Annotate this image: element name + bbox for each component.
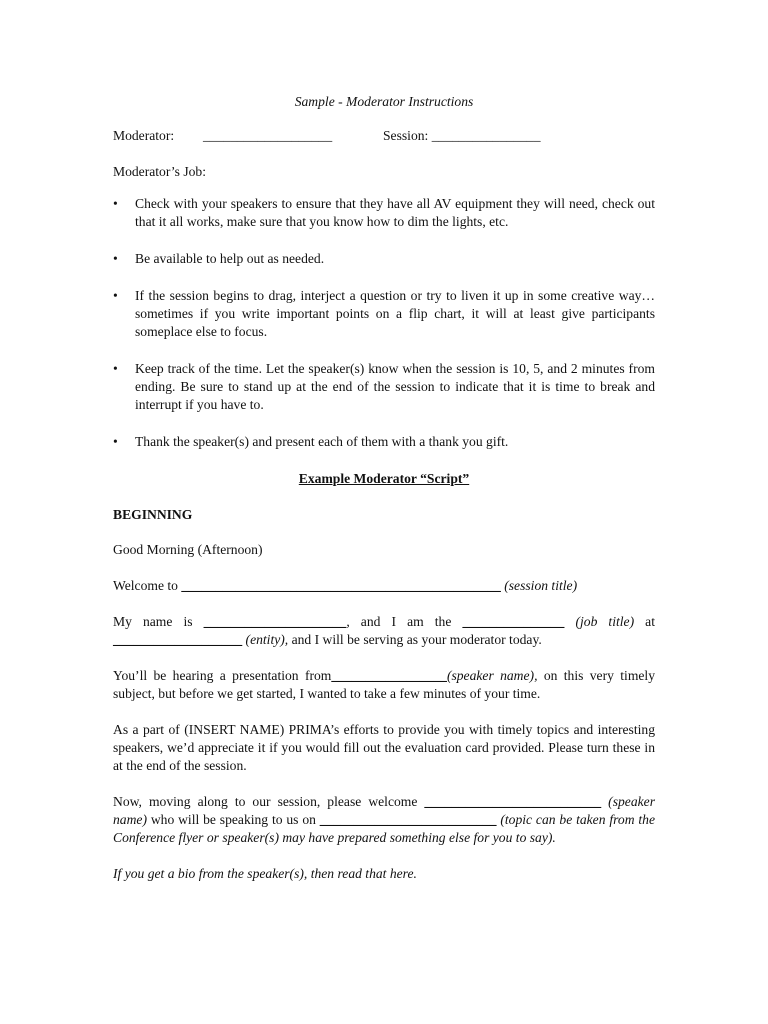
document-body [113, 93, 655, 901]
bullet-icon: • [113, 251, 118, 266]
presentation-text-1: You’ll be hearing a presentation from [113, 668, 332, 683]
speaker-blank: __________________________ [424, 794, 602, 809]
job-title-blank: _______________ [462, 614, 565, 629]
script-heading: Example Moderator “Script” [298, 471, 470, 486]
name-line [113, 613, 655, 649]
bio-note: If you get a bio from the speaker(s), then read that here. [113, 866, 417, 881]
name-blank: _____________________ [203, 614, 347, 629]
topic-blank: __________________________ [319, 812, 497, 827]
session-para-text-2: who will be speaking to us on [146, 812, 320, 827]
speaker-name-blank: _________________ [331, 668, 447, 683]
list-item-text: Keep track of the time. Let the speaker(s) know when the session is 10, 5, and 2 minutes from ending. Be sure to stand up at the end of the session to indicate that it is time to break and interrupt if you have to. [135, 361, 655, 412]
list-item [113, 250, 655, 268]
page-title: Sample - Moderator Instructions [294, 94, 474, 109]
name-line-text-3: at [634, 614, 655, 629]
session-label: Session: [383, 128, 429, 143]
prima-paragraph: As a part of (INSERT NAME) PRIMA’s efforts to provide you with timely topics and interesting speakers, we’d appreciate it if you would fill out the evaluation card provided. Please turn these in at the end of the session. [113, 722, 655, 773]
list-item [113, 433, 655, 451]
presentation-paragraph [113, 667, 655, 703]
bullet-icon: • [113, 196, 118, 211]
name-line-text-1: My name is [113, 614, 204, 629]
list-item [113, 287, 655, 341]
session-paragraph [113, 793, 655, 847]
list-item-text: If the session begins to drag, interject a question or try to liven it up in some creative way…sometimes if you write important points on a flip chart, it will at least give participants someplace else to focus. [135, 288, 655, 339]
moderator-label: Moderator: [113, 128, 175, 143]
session-para-text-1: Now, moving along to our session, please welcome [113, 794, 425, 809]
list-item-text: Be available to help out as needed. [135, 251, 325, 266]
job-heading: Moderator’s Job: [113, 164, 207, 179]
speaker-hint: (speaker name) [113, 794, 655, 827]
bullet-icon: • [113, 361, 118, 376]
entity-hint: (entity), [245, 632, 289, 647]
session-blank: ________________ [431, 128, 541, 143]
list-item-text: Check with your speakers to ensure that they have all AV equipment they will need, check out that it all works, make sure that you know how to dim the lights, etc. [135, 196, 655, 229]
entity-blank: ___________________ [113, 632, 243, 647]
session-title-hint: (session title) [504, 578, 578, 593]
welcome-text: Welcome to [113, 578, 182, 593]
bullet-icon: • [113, 288, 118, 303]
presentation-text-2: on this very timely subject, but before we get started, I wanted to take a few minutes of your time. [113, 668, 656, 701]
greeting-line: Good Morning (Afternoon) [113, 542, 263, 557]
bullet-list [113, 195, 655, 451]
speaker-name-hint: (speaker name), [446, 668, 538, 683]
welcome-line [113, 577, 655, 595]
header-fields [113, 127, 655, 145]
bullet-icon: • [113, 434, 118, 449]
moderator-blank: ___________________ [203, 128, 333, 143]
name-line-text-4: and I will be serving as your moderator today. [288, 632, 542, 647]
session-title-blank: _______________________________________________ [181, 578, 501, 593]
list-item [113, 360, 655, 414]
session-field [383, 127, 540, 145]
list-item [113, 195, 655, 231]
section-heading-beginning: BEGINNING [113, 507, 193, 522]
name-line-text-2: , and I am the [346, 614, 463, 629]
topic-hint: (topic can be taken from the Conference flyer or speaker(s) may have prepared something else for you to say). [113, 812, 656, 845]
job-title-hint: (job title) [575, 614, 635, 629]
list-item-text: Thank the speaker(s) and present each of them with a thank you gift. [135, 434, 509, 449]
